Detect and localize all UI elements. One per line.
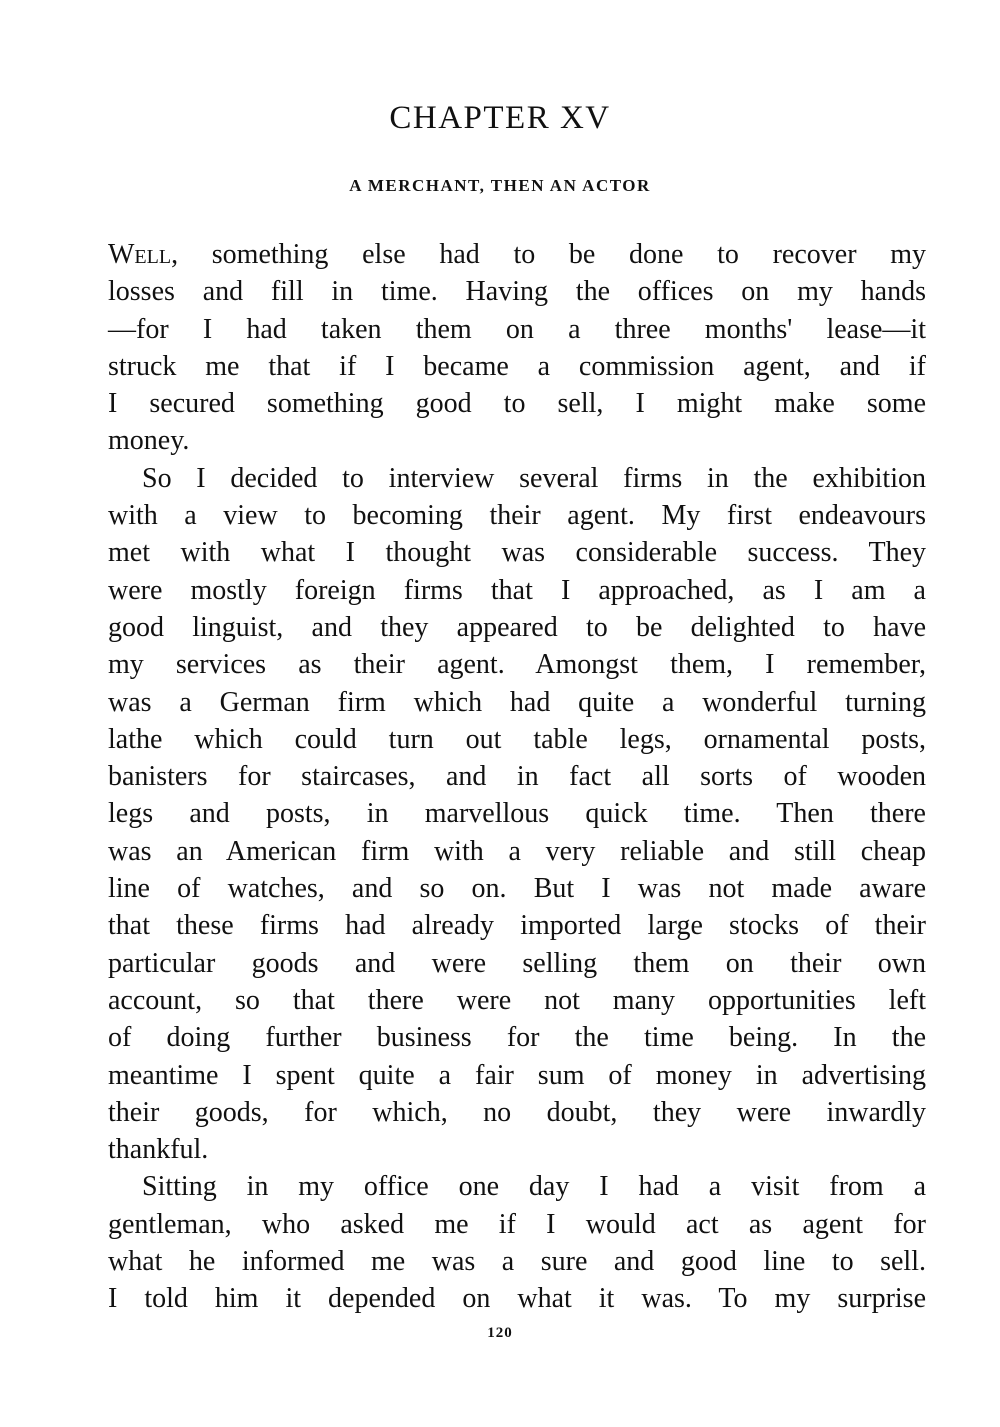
text-line: met with what I thought was considerable success. They [108, 537, 926, 569]
text-line: my services as their agent. Amongst them, I remember, [108, 649, 926, 681]
text-line: losses and fill in time. Having the offices on my hands [108, 276, 926, 308]
text-line: struck me that if I became a commission agent, and if [108, 350, 926, 382]
text-line: money. [108, 425, 190, 457]
chapter-subtitle: A MERCHANT, THEN AN ACTOR [349, 176, 651, 195]
text-line: was a German firm which had quite a wonderful turning [108, 686, 926, 718]
text-line: legs and posts, in marvellous quick time. Then there [108, 798, 926, 830]
text-line: thankful. [108, 1134, 209, 1166]
chapter-title: CHAPTER XV [389, 100, 611, 136]
opening-word: Well, [108, 239, 179, 270]
text-line: particular goods and were selling them on their own [108, 947, 926, 979]
text-line: gentleman, who asked me if I would act as agent for [108, 1208, 926, 1240]
text-line: meantime I spent quite a fair sum of money in advertising [108, 1059, 926, 1091]
text-line: Sitting in my office one day I had a visit from a [142, 1171, 926, 1203]
text-line: I secured something good to sell, I might make some [108, 388, 926, 420]
text-line: were mostly foreign firms that I approached, as I am a [108, 574, 926, 606]
text-line: what he informed me was a sure and good line to sell. [108, 1246, 926, 1278]
text-line: I told him it depended on what it was. To my surprise [108, 1283, 926, 1315]
text-line: good linguist, and they appeared to be delighted to have [108, 611, 926, 643]
text-line: with a view to becoming their agent. My first endeavours [108, 500, 926, 532]
text-line: their goods, for which, no doubt, they were inwardly [108, 1096, 926, 1128]
text-line: banisters for staircases, and in fact all sorts of wooden [108, 761, 926, 793]
text-line: was an American firm with a very reliable and still cheap [108, 835, 926, 867]
text-line: of doing further business for the time being. In the [108, 1022, 926, 1054]
text-line: line of watches, and so on. But I was not made aware [108, 873, 926, 905]
text-line: lathe which could turn out table legs, ornamental posts, [108, 723, 926, 755]
body-text [108, 236, 926, 1318]
text-line: Well, something else had to be done to recover my [108, 239, 926, 270]
text-line: —for I had taken them on a three months' lease—it [108, 313, 926, 345]
page-number: 120 [487, 1325, 513, 1341]
text-line: that these firms had already imported large stocks of their [108, 910, 926, 942]
text-line: So I decided to interview several firms in the exhibition [142, 462, 926, 494]
text-line: account, so that there were not many opportunities left [108, 984, 926, 1016]
